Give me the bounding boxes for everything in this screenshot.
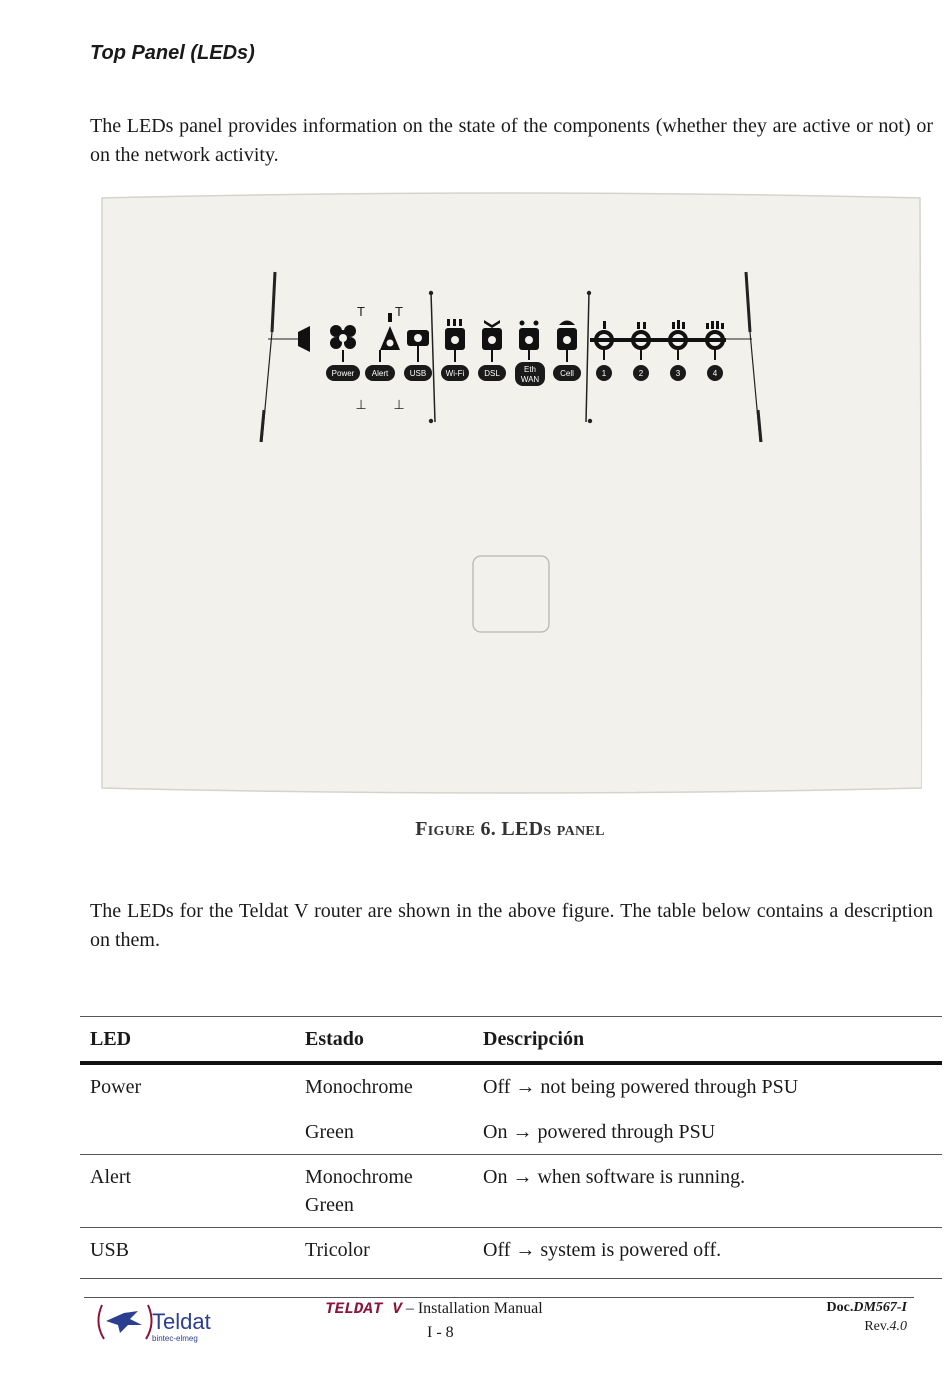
figure-caption: Figure 6. LEDs panel [415, 818, 605, 840]
led-label-dsl: DSL [484, 369, 500, 378]
led-label-port-2: 2 [638, 369, 644, 378]
table-row [80, 1155, 942, 1228]
led-cell: Power [80, 1063, 295, 1155]
led-label-wifi: Wi-Fi [445, 369, 465, 378]
header-descripcion: Descripción [473, 1017, 942, 1064]
svg-text:T: T [357, 304, 365, 319]
led-cell: USB [80, 1228, 295, 1279]
led-label-wan: WAN [520, 375, 540, 384]
product-name: TELDAT V [325, 1300, 402, 1318]
estado-value: Monochrome [305, 1076, 413, 1098]
manual-name: – Installation Manual [401, 1300, 543, 1317]
rev-prefix: Rev. [864, 1319, 890, 1334]
led-cell: Alert [80, 1155, 295, 1228]
led-label-power: Power [331, 369, 355, 378]
led-description-table [80, 1016, 942, 1279]
description-paragraph: The LEDs for the Teldat V router are shown in the above figure. The table below contains a description on them. [90, 900, 933, 951]
section-title: Top Panel (LEDs) [90, 42, 255, 64]
svg-text:⊥: ⊥ [393, 397, 405, 412]
descripcion-cell [473, 1155, 942, 1228]
led-label-usb: USB [409, 369, 427, 378]
led-label-eth: Eth [523, 365, 537, 374]
estado-cell [295, 1063, 473, 1155]
estado-value: Green [305, 1121, 354, 1143]
table-header-row [80, 1017, 942, 1064]
svg-text:bintec-elmeg: bintec-elmeg [152, 1334, 198, 1343]
table-row [80, 1063, 942, 1155]
teldat-logo [94, 1299, 224, 1345]
led-label-port-4: 4 [712, 369, 718, 378]
descripcion-value: On → when software is running. [483, 1166, 746, 1188]
intro-paragraph: The LEDs panel provides information on the state of the components (whether they are active or not) or on the network activity. [90, 115, 933, 166]
leds-panel-figure [100, 192, 922, 794]
svg-text:Teldat: Teldat [152, 1309, 211, 1334]
doc-revision-block [827, 1298, 908, 1336]
footer-divider [84, 1297, 914, 1298]
descripcion-cell [473, 1063, 942, 1155]
svg-text:⊥: ⊥ [355, 397, 367, 412]
page-number: I - 8 [427, 1324, 454, 1341]
table-row [80, 1228, 942, 1279]
led-label-alert: Alert [371, 369, 389, 378]
led-label-port-3: 3 [675, 369, 681, 378]
doc-prefix: Doc. [826, 1300, 854, 1315]
descripcion-cell: Off → system is powered off. [473, 1228, 942, 1279]
footer-product-line [325, 1300, 543, 1318]
descripcion-value: Off → not being powered through PSU [483, 1076, 799, 1098]
doc-id: DM567-I [853, 1300, 907, 1315]
cell-led-icon [557, 321, 577, 351]
rev-number: 4.0 [889, 1319, 907, 1334]
led-label-cell: Cell [560, 369, 574, 378]
estado-cell [295, 1155, 473, 1228]
descripcion-value: On → powered through PSU [483, 1121, 716, 1143]
header-led: LED [80, 1017, 295, 1064]
usb-led-icon [407, 330, 429, 346]
header-estado: Estado [295, 1017, 473, 1064]
estado-value: Monochrome [305, 1166, 413, 1188]
estado-cell: Tricolor [295, 1228, 473, 1279]
led-label-port-1: 1 [601, 369, 607, 378]
wifi-led-icon [445, 319, 465, 350]
svg-text:T: T [395, 304, 403, 319]
estado-value: Green [305, 1194, 354, 1216]
